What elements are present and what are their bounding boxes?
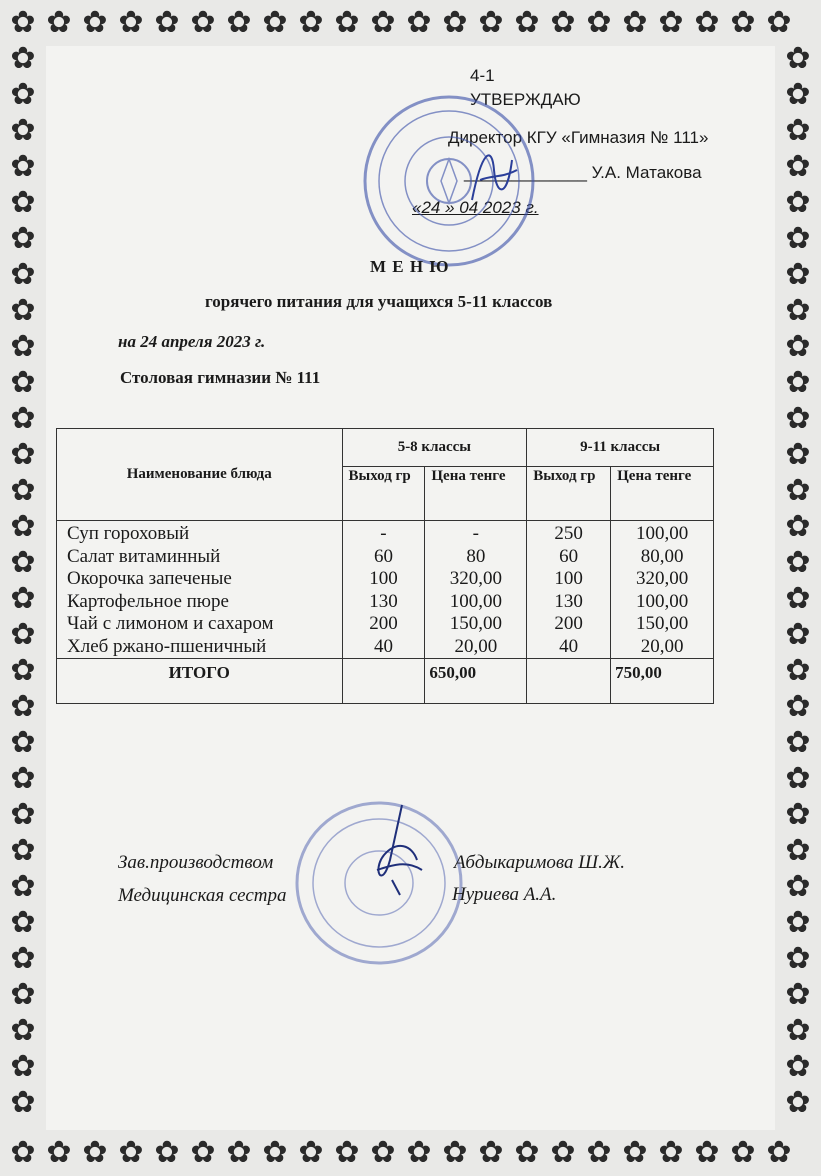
flower-ornament-icon: ✿ [10, 473, 36, 508]
flower-ornament-icon: ✿ [10, 257, 36, 292]
yield-value: 200 [369, 613, 398, 634]
flower-ornament-icon: ✿ [298, 5, 324, 40]
flower-ornament-icon: ✿ [46, 5, 72, 40]
yield-value: 130 [554, 590, 583, 612]
dish-name: Хлеб ржано-пшеничный [67, 635, 267, 657]
flower-ornament-icon: ✿ [785, 329, 811, 364]
flower-ornament-icon: ✿ [785, 689, 811, 724]
approval-date: «24 » 04 2023 г. [412, 198, 539, 217]
approval-position: Директор КГУ «Гимназия № 111» [448, 128, 709, 147]
price-value: 80,00 [640, 545, 684, 567]
yield-column-5-8 [342, 521, 425, 659]
yield-value: 40 [559, 635, 579, 657]
flower-ornament-icon: ✿ [785, 545, 811, 580]
price-value: 320,00 [449, 568, 502, 589]
menu-date: на 24 апреля 2023 г. [118, 332, 266, 351]
role-production-head: Зав.производством [118, 852, 274, 873]
header-group-9-11: 9-11 классы [527, 429, 714, 467]
flower-ornament-icon: ✿ [478, 5, 504, 40]
flower-ornament-icon: ✿ [730, 1135, 756, 1170]
flower-ornament-icon: ✿ [10, 725, 36, 760]
flower-ornament-icon: ✿ [118, 1135, 144, 1170]
flower-ornament-icon: ✿ [10, 221, 36, 256]
name-nurse: Нуриева А.А. [452, 884, 557, 905]
flower-ornament-icon: ✿ [10, 77, 36, 112]
flower-ornament-icon: ✿ [785, 905, 811, 940]
yield-value: 250 [554, 523, 583, 544]
flower-ornament-icon: ✿ [785, 473, 811, 508]
flower-ornament-icon: ✿ [622, 5, 648, 40]
flower-ornament-icon: ✿ [82, 1135, 108, 1170]
flower-ornament-icon: ✿ [785, 401, 811, 436]
flower-ornament-icon: ✿ [10, 761, 36, 796]
header-yield-2: Выход гр [527, 467, 611, 521]
flower-ornament-icon: ✿ [785, 761, 811, 796]
total-9-11: 750,00 [611, 659, 714, 704]
flower-ornament-icon: ✿ [785, 797, 811, 832]
yield-column-9-11 [527, 521, 611, 659]
flower-ornament-icon: ✿ [785, 509, 811, 544]
flower-ornament-icon: ✿ [10, 5, 36, 40]
flower-ornament-icon: ✿ [226, 1135, 252, 1170]
yield-value: 100 [369, 568, 398, 589]
header-yield-1: Выход гр [342, 467, 425, 521]
flower-ornament-icon: ✿ [190, 1135, 216, 1170]
flower-ornament-icon: ✿ [406, 1135, 432, 1170]
flower-ornament-icon: ✿ [10, 869, 36, 904]
flower-ornament-icon: ✿ [10, 401, 36, 436]
approval-director: _____________ У.А. Матакова [464, 163, 702, 182]
header-price-2: Цена тенге [611, 467, 714, 521]
signature-icon [362, 800, 432, 900]
flower-ornament-icon: ✿ [334, 1135, 360, 1170]
yield-value: 200 [554, 613, 583, 634]
canteen-name: Столовая гимназии № 111 [120, 368, 321, 387]
menu-table [56, 428, 714, 704]
signature-icon [462, 140, 522, 210]
flower-ornament-icon: ✿ [10, 185, 36, 220]
price-column-5-8 [425, 521, 527, 659]
flower-ornament-icon: ✿ [154, 5, 180, 40]
total-label: ИТОГО [57, 659, 343, 704]
flower-ornament-icon: ✿ [10, 653, 36, 688]
flower-ornament-icon: ✿ [118, 5, 144, 40]
flower-ornament-icon: ✿ [785, 185, 811, 220]
flower-ornament-icon: ✿ [10, 1013, 36, 1048]
yield-value: 60 [373, 545, 393, 567]
flower-ornament-icon: ✿ [658, 5, 684, 40]
flower-ornament-icon: ✿ [586, 5, 612, 40]
flower-ornament-icon: ✿ [82, 5, 108, 40]
flower-ornament-icon: ✿ [10, 113, 36, 148]
flower-ornament-icon: ✿ [586, 1135, 612, 1170]
flower-ornament-icon: ✿ [785, 257, 811, 292]
price-column-9-11 [611, 521, 714, 659]
flower-ornament-icon: ✿ [334, 5, 360, 40]
flower-ornament-icon: ✿ [10, 545, 36, 580]
header-dish: Наименование блюда [57, 429, 343, 521]
flower-ornament-icon: ✿ [514, 5, 540, 40]
flower-ornament-icon: ✿ [10, 41, 36, 76]
flower-ornament-icon: ✿ [730, 5, 756, 40]
header-group-5-8: 5-8 классы [342, 429, 527, 467]
price-value: 20,00 [454, 635, 498, 657]
price-value: 100,00 [635, 590, 689, 612]
flower-ornament-icon: ✿ [190, 5, 216, 40]
yield-value: 60 [559, 545, 579, 567]
flower-ornament-icon: ✿ [550, 1135, 576, 1170]
menu-subtitle: горячего питания для учащихся 5-11 классов [205, 292, 553, 311]
flower-ornament-icon: ✿ [550, 5, 576, 40]
flower-ornament-icon: ✿ [298, 1135, 324, 1170]
price-value: - [472, 523, 479, 544]
flower-ornament-icon: ✿ [766, 5, 792, 40]
flower-ornament-icon: ✿ [622, 1135, 648, 1170]
name-production-head: Абдыкаримова Ш.Ж. [454, 852, 625, 873]
flower-ornament-icon: ✿ [766, 1135, 792, 1170]
flower-ornament-icon: ✿ [694, 5, 720, 40]
header-price-1: Цена тенге [425, 467, 527, 521]
flower-ornament-icon: ✿ [694, 1135, 720, 1170]
flower-ornament-icon: ✿ [370, 5, 396, 40]
flower-ornament-icon: ✿ [478, 1135, 504, 1170]
flower-ornament-icon: ✿ [10, 905, 36, 940]
flower-ornament-icon: ✿ [785, 1013, 811, 1048]
flower-ornament-icon: ✿ [406, 5, 432, 40]
flower-ornament-icon: ✿ [10, 797, 36, 832]
flower-ornament-icon: ✿ [785, 365, 811, 400]
total-5-8: 650,00 [425, 659, 527, 704]
yield-value: 40 [373, 635, 393, 657]
flower-ornament-icon: ✿ [785, 1049, 811, 1084]
flower-ornament-icon: ✿ [10, 437, 36, 472]
price-value: 100,00 [449, 590, 502, 612]
flower-ornament-icon: ✿ [10, 581, 36, 616]
total-empty-1 [342, 659, 425, 704]
flower-ornament-icon: ✿ [10, 833, 36, 868]
flower-ornament-icon: ✿ [46, 1135, 72, 1170]
flower-ornament-icon: ✿ [658, 1135, 684, 1170]
flower-ornament-icon: ✿ [442, 5, 468, 40]
flower-ornament-icon: ✿ [785, 581, 811, 616]
flower-ornament-icon: ✿ [262, 1135, 288, 1170]
flower-ornament-icon: ✿ [785, 977, 811, 1012]
flower-ornament-icon: ✿ [785, 41, 811, 76]
price-value: 150,00 [635, 613, 689, 634]
menu-title: М Е Н Ю [370, 257, 450, 276]
dish-name: Чай с лимоном и сахаром [67, 613, 274, 634]
flower-ornament-icon: ✿ [785, 77, 811, 112]
flower-ornament-icon: ✿ [442, 1135, 468, 1170]
flower-ornament-icon: ✿ [514, 1135, 540, 1170]
flower-ornament-icon: ✿ [785, 869, 811, 904]
flower-ornament-icon: ✿ [10, 941, 36, 976]
flower-ornament-icon: ✿ [226, 5, 252, 40]
flower-ornament-icon: ✿ [10, 1049, 36, 1084]
dish-column [57, 521, 343, 659]
flower-ornament-icon: ✿ [785, 221, 811, 256]
flower-ornament-icon: ✿ [10, 689, 36, 724]
price-value: 320,00 [635, 568, 689, 589]
flower-ornament-icon: ✿ [10, 293, 36, 328]
role-nurse: Медицинская сестра [118, 885, 287, 906]
flower-ornament-icon: ✿ [10, 509, 36, 544]
dish-name: Суп гороховый [67, 523, 190, 544]
flower-ornament-icon: ✿ [785, 1085, 811, 1120]
flower-ornament-icon: ✿ [785, 725, 811, 760]
flower-ornament-icon: ✿ [785, 833, 811, 868]
flower-ornament-icon: ✿ [785, 941, 811, 976]
yield-value: - [380, 523, 387, 544]
flower-ornament-icon: ✿ [10, 977, 36, 1012]
flower-ornament-icon: ✿ [785, 149, 811, 184]
flower-ornament-icon: ✿ [10, 149, 36, 184]
dish-name: Салат витаминный [67, 545, 221, 567]
price-value: 20,00 [640, 635, 684, 657]
dish-name: Окорочка запеченые [67, 568, 232, 589]
flower-ornament-icon: ✿ [785, 653, 811, 688]
flower-ornament-icon: ✿ [785, 113, 811, 148]
yield-value: 130 [369, 590, 398, 612]
yield-value: 100 [554, 568, 583, 589]
flower-ornament-icon: ✿ [10, 617, 36, 652]
price-value: 80 [466, 545, 486, 567]
flower-ornament-icon: ✿ [785, 437, 811, 472]
dish-name: Картофельное пюре [67, 590, 229, 612]
flower-ornament-icon: ✿ [262, 5, 288, 40]
flower-ornament-icon: ✿ [370, 1135, 396, 1170]
flower-ornament-icon: ✿ [785, 617, 811, 652]
price-value: 100,00 [635, 523, 689, 544]
flower-ornament-icon: ✿ [10, 1085, 36, 1120]
flower-ornament-icon: ✿ [10, 329, 36, 364]
document-number: 4-1 [470, 66, 495, 85]
approval-title: УТВЕРЖДАЮ [470, 90, 581, 109]
price-value: 150,00 [449, 613, 502, 634]
flower-ornament-icon: ✿ [10, 1135, 36, 1170]
flower-ornament-icon: ✿ [154, 1135, 180, 1170]
flower-ornament-icon: ✿ [785, 293, 811, 328]
total-empty-2 [527, 659, 611, 704]
flower-ornament-icon: ✿ [10, 365, 36, 400]
